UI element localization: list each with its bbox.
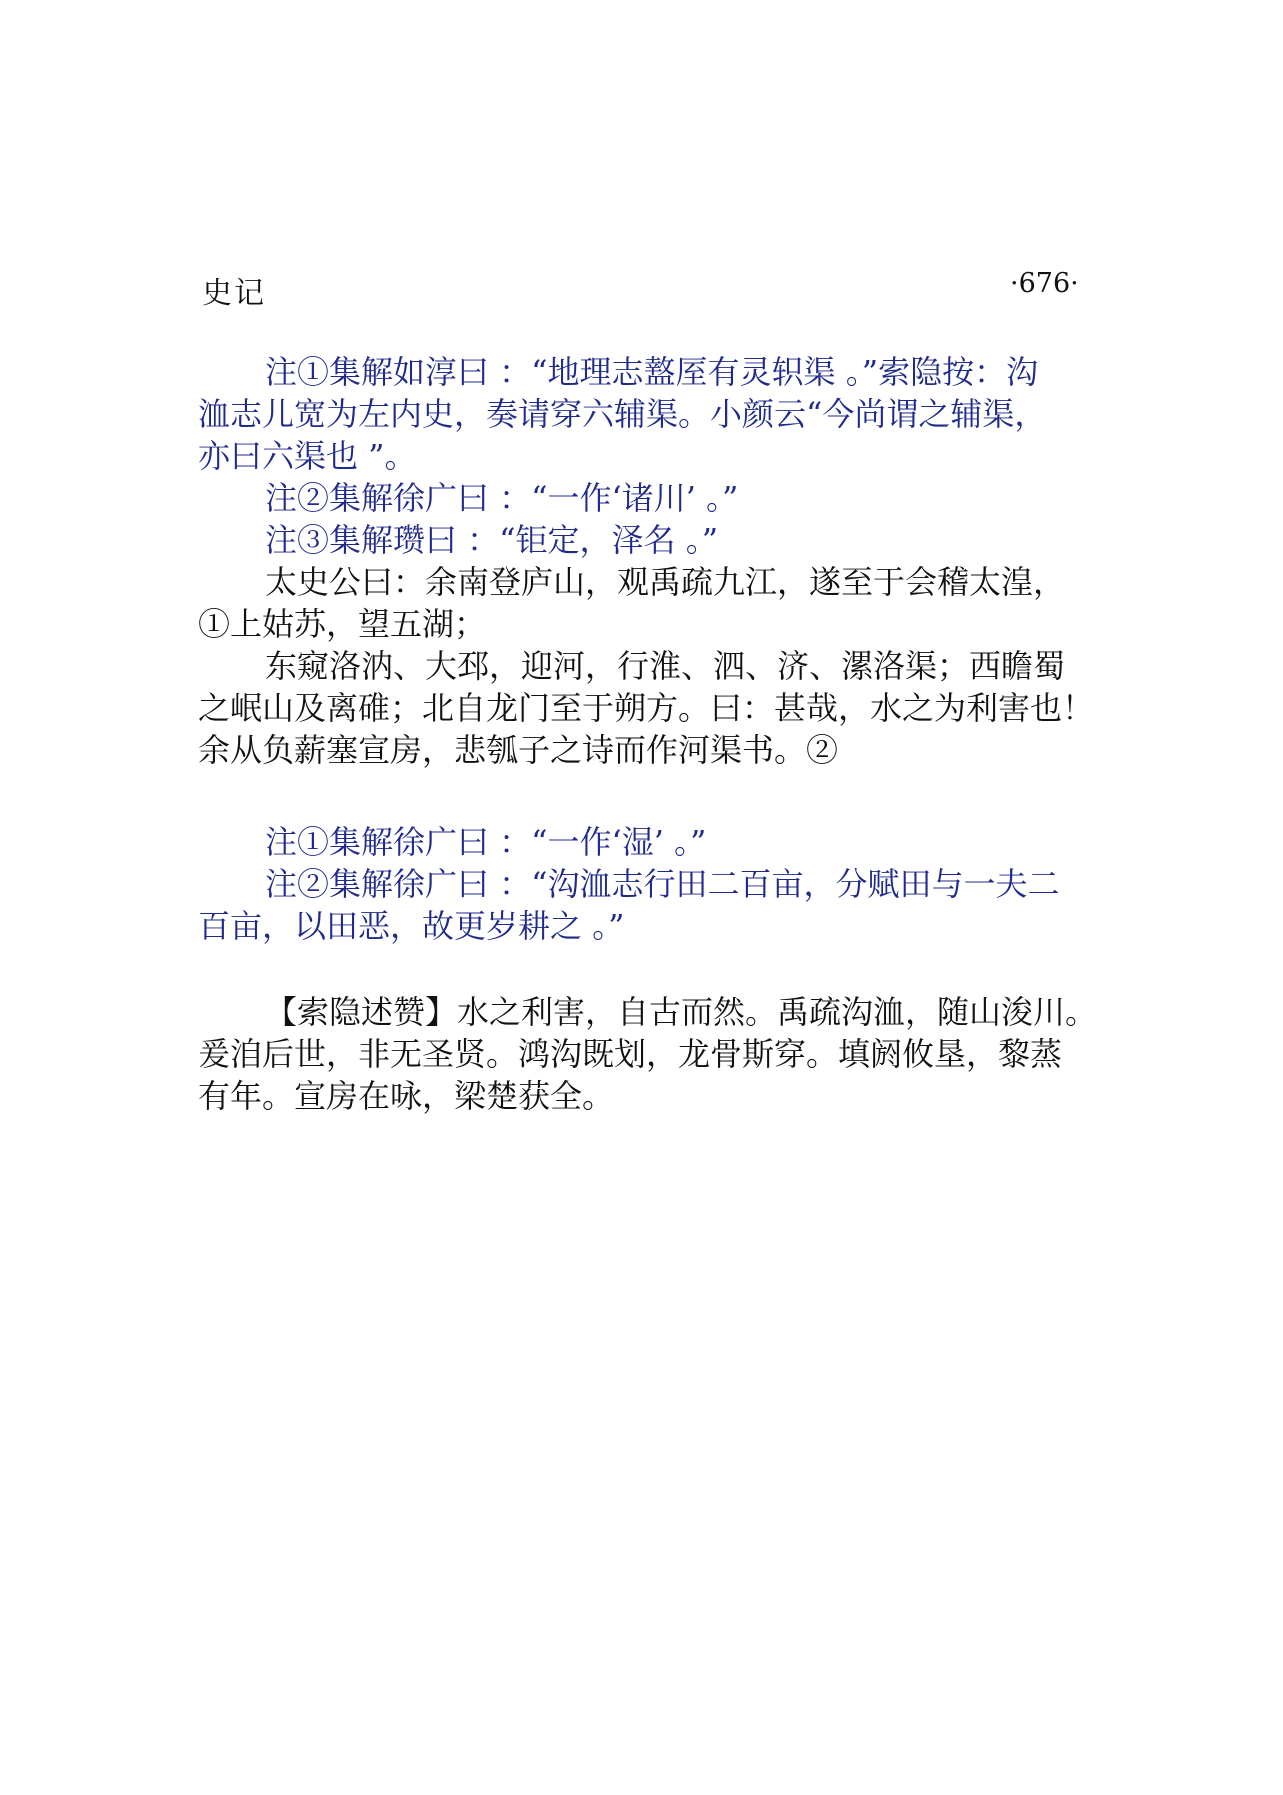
annotation-line: 百亩，以田恶，故更岁耕之 。” [198, 907, 625, 945]
annotation-line: 亦曰六渠也 ”。 [198, 437, 417, 475]
body-text-line: 余从负薪塞宣房，悲瓠子之诗而作河渠书。② [198, 731, 839, 769]
annotation-line: 注①集解如淳曰 ：“地理志盩厔有灵轵渠 。”索隐按：沟 [265, 353, 1039, 391]
annotation-line: 注③集解瓒曰 ：“钜定，泽名 。” [265, 521, 719, 559]
annotation-line: 洫志儿宽为左内史，奏请穿六辅渠。小颜云“今尚谓之辅渠， [198, 395, 1047, 433]
book-title: 史记 [202, 276, 266, 311]
zan-text-line: 爰洎后世，非无圣贤。鸿沟既划，龙骨斯穿。填阏攸垦，黎蒸 [198, 1035, 1063, 1073]
body-text-line: 东窥洛汭、大邳，迎河，行淮、泗、济、漯洛渠；西瞻蜀 [265, 647, 1066, 685]
annotation-line: 注①集解徐广曰 ：“一作‘湿’ 。” [265, 823, 707, 861]
body-text-line: ①上姑苏，望五湖； [198, 605, 487, 643]
zan-text-line: 有年。宣房在咏，梁楚获全。 [198, 1077, 615, 1115]
annotation-line: 注②集解徐广曰 ：“沟洫志行田二百亩，分赋田与一夫二 [265, 865, 1060, 903]
zan-text-line: 【索隐述赞】水之利害，自古而然。禹疏沟洫，随山浚川。 [265, 993, 1098, 1031]
page-number: ·676· [1010, 268, 1079, 299]
annotation-line: 注②集解徐广曰 ：“一作‘诸川’ 。” [265, 479, 739, 517]
body-text-line: 之岷山及离碓；北自龙门至于朔方。曰：甚哉，水之为利害也！ [198, 689, 1095, 727]
body-text-line: 太史公曰：余南登庐山，观禹疏九江，遂至于会稽太湟， [265, 563, 1066, 601]
